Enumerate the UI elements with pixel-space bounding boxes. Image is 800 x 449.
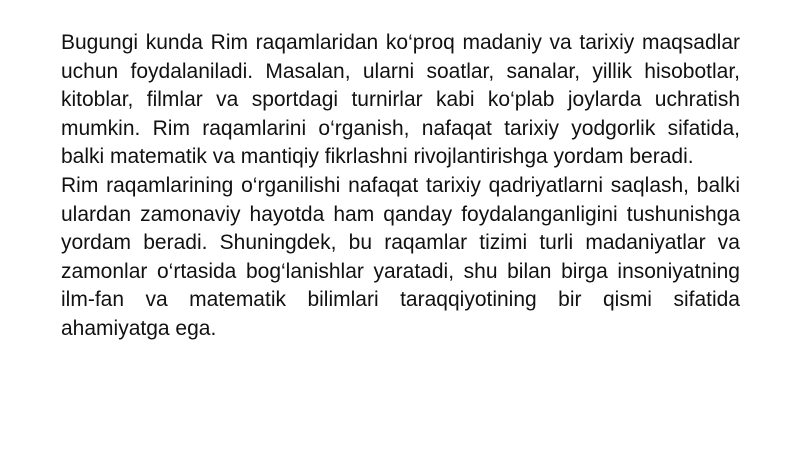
paragraph-roman-numerals-study: Rim raqamlarining o‘rganilishi nafaqat tarixiy qadriyatlarni saqlash, balki ulardan zamonaviy hayotda ham qanday foydalanganligini tushunishga yordam beradi. Shuningdek, bu raqamlar tizimi turli madaniyatlar va zamonlar o‘rtasida bog‘lanishlar yaratadi, shu bilan birga insoniyatning ilm-fan va matematik bilimlari taraqqiyotining bir qismi sifatida ahamiyatga ega. xyxy=(61,173,740,340)
paragraph-roman-numerals-usage: Bugungi kunda Rim raqamlaridan ko‘proq madaniy va tarixiy maqsadlar uchun foydalaniladi. Masalan, ularni soatlar, sanalar, yillik hisobotlar, kitoblar, filmlar va sportdagi turnirlar kabi ko‘plab joylarda uchratish mumkin. Rim raqamlarini o‘rganish, nafaqat tarixiy yodgorlik sifatida, balki matematik va mantiqiy fikrlashni rivojlantirishga yordam beradi. xyxy=(61,31,740,169)
